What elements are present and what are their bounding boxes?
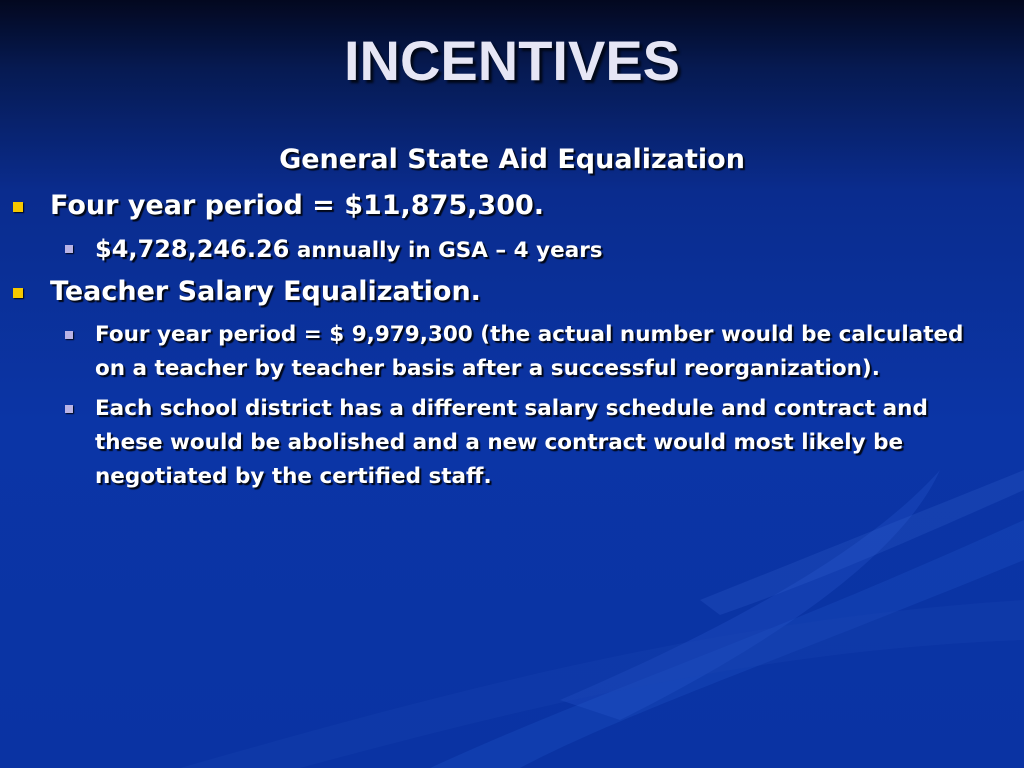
sub-bullet-text: annually in GSA – 4 years [289, 238, 603, 263]
square-bullet-icon [65, 405, 73, 413]
bullet-teacher-salary [0, 274, 1010, 310]
bullet-four-year-period [0, 188, 1010, 224]
square-bullet-icon [13, 288, 23, 298]
sub-bullet-text: Each school district has a different salary schedule and contract and these would be abolished and a new contract would most likely be negotiated by the certified staff. [95, 396, 928, 489]
square-bullet-icon [65, 331, 73, 339]
slide-title: INCENTIVES [343, 29, 681, 92]
bullet-text: Teacher Salary Equalization. [50, 276, 481, 307]
square-bullet-icon [13, 202, 23, 212]
slide-content [0, 142, 1024, 500]
sub-bullet-text: Four year period = $ 9,979,300 (the actual number would be calculated on a teacher by teacher basis after a successful reorganization). [95, 322, 964, 381]
bullet-text: Four year period = $11,875,300. [50, 190, 545, 221]
sub-bullet-salary-period [0, 318, 990, 386]
sub-bullet-amount: $4,728,246.26 [95, 235, 290, 263]
square-bullet-icon [65, 245, 73, 253]
sub-bullet-annual-gsa [0, 232, 990, 268]
sub-bullet-salary-schedule [0, 392, 990, 494]
slide-subtitle: General State Aid Equalization [279, 144, 745, 175]
